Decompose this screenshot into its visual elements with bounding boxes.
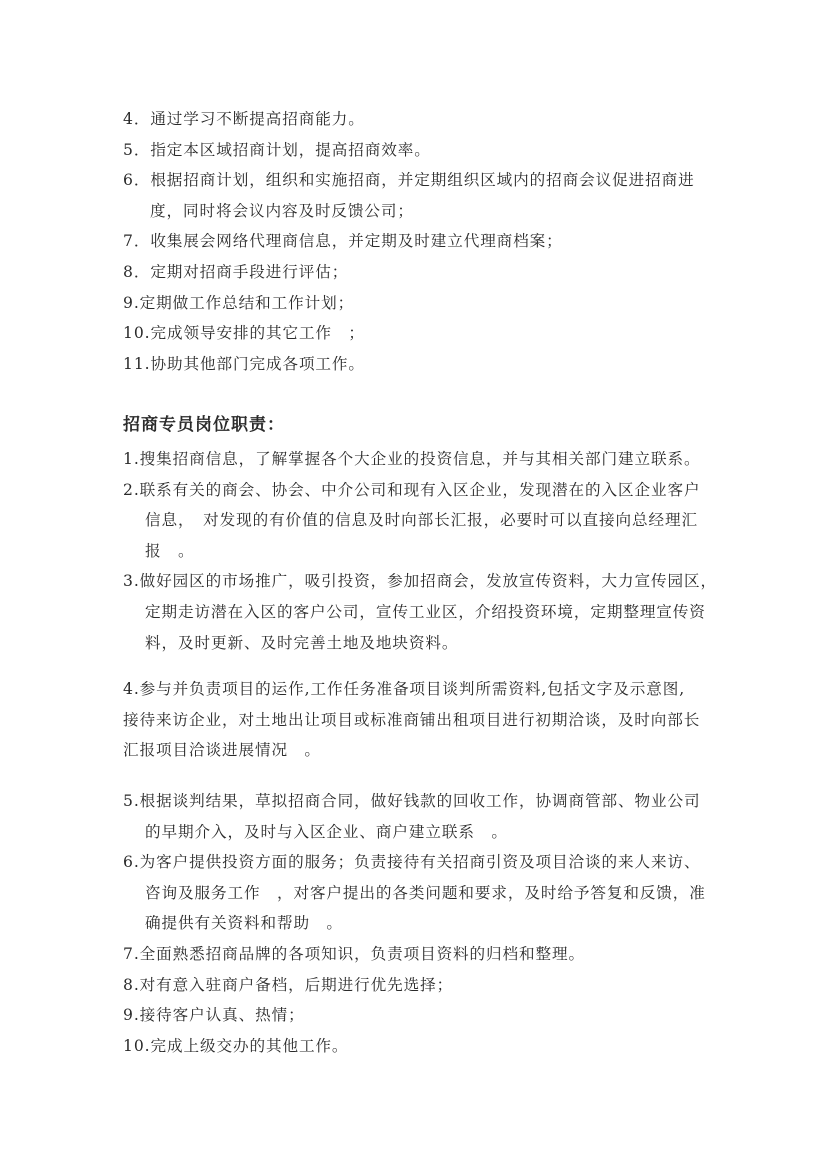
list-item-text: 8．定期对招商手段进行评估； [123, 262, 349, 281]
list-item-text: 8.对有意入驻商户备档，后期进行优先选择； [123, 975, 454, 994]
list-item-text: 5.根据谈判结果，草拟招商合同，做好钱款的回收工作，协调商管部、物业公司 [123, 792, 701, 810]
list-item [123, 475, 717, 567]
list-item [123, 1031, 706, 1062]
list-item [123, 566, 717, 658]
list-item-continuation: 信息， 对发现的有价值的信息及时向部长汇报，必要时可以直接向总经理汇 [145, 511, 698, 530]
list-item-text: 3.做好园区的市场推广，吸引投资，参加招商会，发放宣传资料，大力宣传园区， [123, 572, 717, 591]
list-item-text: 4．通过学习不断提高招商能力。 [123, 110, 365, 128]
list-item [123, 349, 695, 380]
list-item [123, 288, 695, 319]
list-item-continuation: 定期走访潜在入区的客户公司，宣传工业区，介绍投资环境，定期整理宣传资 [145, 602, 706, 621]
list-item-text: 7.全面熟悉招商品牌的各项知识，负责项目资料的归档和整理。 [123, 944, 586, 963]
list-item-text: 7．收集展会网络代理商信息，并定期及时建立代理商档案； [123, 232, 563, 251]
list-item-text: 4.参与并负责项目的运作,工作任务准备项目谈判所需资料,包括文字及示意图, [123, 680, 686, 698]
list-item [123, 674, 700, 766]
list-item [123, 318, 695, 349]
list-item [123, 786, 706, 847]
list-item-text: 10.完成上级交办的其他工作。 [123, 1036, 349, 1055]
list-item [123, 104, 695, 135]
list-item [123, 135, 695, 166]
list-item-continuation: 度，同时将会议内容及时反馈公司； [150, 201, 414, 220]
list-item [123, 257, 695, 288]
list-item [123, 226, 695, 257]
list-item-continuation: 报 。 [145, 541, 195, 560]
list-item-continuation: 料，及时更新、及时完善土地及地块资料。 [145, 633, 459, 652]
list-item-text: 10.完成领导安排的其它工作 ； [123, 324, 365, 343]
list-item [123, 444, 717, 475]
list-item-continuation: 咨询及服务工作 ，对客户提出的各类问题和要求，及时给予答复和反馈，准 [145, 883, 706, 902]
list-item-continuation: 汇报项目洽谈进展情况 。 [123, 741, 321, 760]
list-item-text: 5．指定本区域招商计划，提高招商效率。 [123, 140, 431, 159]
duties-list-section1 [123, 104, 695, 379]
list-item-text: 2.联系有关的商会、协会、中介公司和现有入区企业，发现潜在的入区企业客户 [123, 480, 701, 499]
list-item [123, 1000, 706, 1031]
list-item-text: 1.搜集招商信息，了解掌握各个大企业的投资信息，并与其相关部门建立联系。 [123, 450, 701, 468]
list-item-text: 11.协助其他部门完成各项工作。 [123, 354, 365, 373]
list-item [123, 970, 706, 1001]
list-item [123, 939, 706, 970]
list-item-text: 6．根据招商计划，组织和实施招商，并定期组织区域内的招商会议促进招商进 [123, 171, 695, 190]
section-heading: 招商专员岗位职责： [123, 415, 285, 435]
list-item-text: 9.定期做工作总结和工作计划； [123, 293, 355, 312]
duties-list-group-3 [123, 786, 706, 1061]
list-item-continuation: 接待来访企业，对土地出让项目或标准商铺出租项目进行初期洽谈，及时向部长 [123, 710, 701, 729]
list-item-text: 6.为客户提供投资方面的服务；负责接待有关招商引资及项目洽谈的来人来访、 [123, 853, 701, 872]
duties-list-group-1 [123, 444, 717, 658]
list-item [123, 165, 695, 226]
list-item [123, 847, 706, 939]
list-item-continuation: 的早期介入，及时与入区企业、商户建立联系 。 [145, 822, 508, 841]
duties-list-group-2 [123, 674, 700, 766]
list-item-text: 9.接待客户认真、热情； [123, 1006, 305, 1025]
list-item-continuation: 确提供有关资料和帮助 。 [145, 914, 343, 933]
